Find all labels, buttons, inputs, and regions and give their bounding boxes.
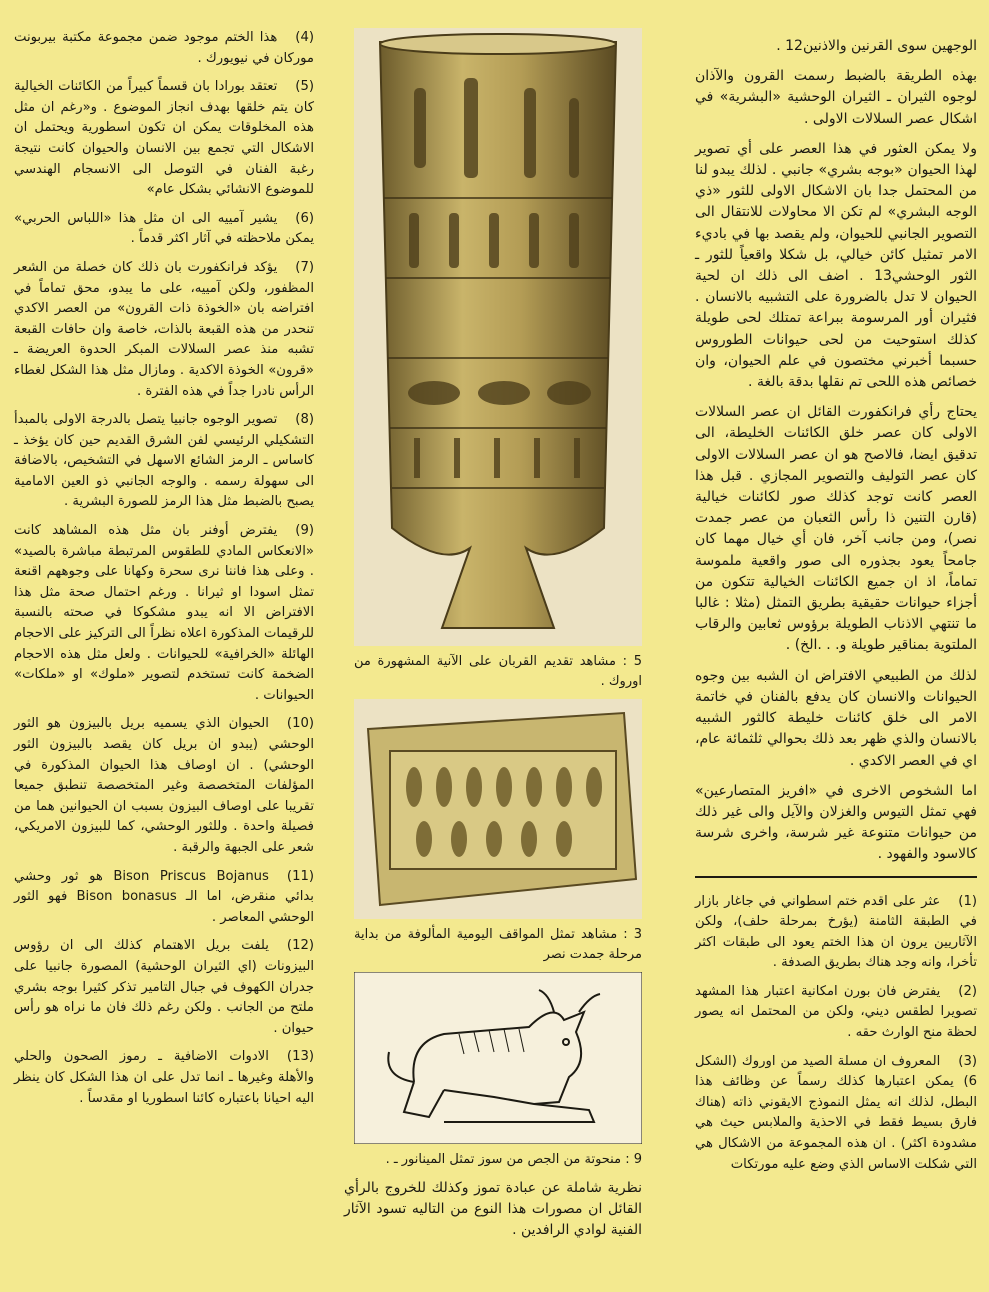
figure-caption: 3 : مشاهد تمثل المواقف اليومية المألوفة من بداية مرحلة جمدت نصر: [354, 927, 642, 962]
footnote-number: (8): [295, 412, 314, 428]
footnote-text: هو ثور وحشي بدائي منقرض، اما الـ: [14, 868, 314, 905]
figure-warka-vase: [354, 28, 642, 691]
paragraph: اما الشخوص الاخرى في «افريز المتصارعين» فهي تمثل التيوس والغزلان والآيل والى غير ذلك من حيوانات متنوعة غير شرسة، واخرى شرسة كالاسود والفهود .: [695, 782, 977, 863]
footnote-number: (5): [295, 79, 314, 95]
paragraph: نظرية شاملة عن عبادة تموز وكذلك للخروج بالرأي القائل ان مصورات هذا النوع من التاليه تسود الآثار الفنية لوادي الرافدين .: [344, 1179, 642, 1238]
footnote: [695, 892, 977, 974]
footnote-text: الحيوان الذي يسميه بريل بالبيزون هو الثور الوحشي (يبدو ان بريل كان يقصد بالبيزون الثور الوحشي) . ان اوصاف هذا الحيوان المذكورة في المؤلفات المتخصصة وغير المتخصصة تنطبق جميعا تقريبا على اوصاف البيزون بسبب ان الحيوانين هما من فصيلة واحدة . وللثور الوحشي، كما للبيزون الامريكي، شعر على الجبهة والرقبة .: [14, 716, 314, 855]
footnote-text: عثر على اقدم ختم اسطواني في جاغار بازار في الطبقة الثامنة (يؤرخ بمرحلة حلف)، ولكن الآثاريين يرون ان هذا الختم يعود الى طبقات اكثر تأخرا، وانه وجد هناك بطريق الصدفة .: [695, 893, 977, 971]
footnote-text: تعتقد بورادا بان قسماً كبيراً من الكائنات الخيالية كان يتم خلقها بهدف انجاز الموضوع . و«رغم ان مثل هذه المخلوقات يمكن ان تكون اسطورية ويحتمل ان الاشكال التي تجمع بين الانسان والحيوان كانت نتيجة رغبة الفنان في التوصل الى الانسجام الهندسي للموضوع الانشائي بشكل عام»: [14, 79, 314, 198]
footnote: [14, 1047, 314, 1109]
footnote: [14, 28, 314, 69]
footnotes-column: [14, 28, 314, 1117]
figure-caption: 5 : مشاهد تقديم القربان على الآنية المشهورة من اوروك .: [354, 654, 642, 689]
footnote-number: (3): [958, 1053, 977, 1069]
paragraph: لذلك من الطبيعي الافتراض ان الشبه بين وجوه الحيوانات والانسان كان يدفع بالفنان في خاتمة الامر الى خلق كائنات خليطة كالثور الشبيه بالانسان والذي ظهر بعد ذلك بحوالي ثلثمائة عام، اي في العصر الاكدي .: [695, 667, 977, 769]
footnote-number: (2): [958, 983, 977, 999]
footnote-text: هذا الختم موجود ضمن مجموعة مكتبة بيربونت موركان في نيويورك .: [14, 30, 314, 66]
footnote: [14, 410, 314, 513]
footnote-number: (6): [295, 210, 314, 226]
footnote-text: يفترض أوفنر بان مثل هذه المشاهد كانت «الانعكاس المادي للطقوس المرتبطة مباشرة بالصيد» . وعلى هذا فاننا نرى سحرة وكهانا على وجوههم اقنعة تمثل اسودا او ثيرانا . ورغم احتمال صحة مثل هذا الافتراض الا انه يبدو مشكوكا في صحته بالنسبة للرقيمات المذكورة اعلاه نظراً الى التركيز على الاحجام الهائلة «الخرافية» للحيوانات . ولعل مثل هذه الاحجام الضخمة كانت تستخدم لتصوير «ملوك» او «ملكات» الحيوانات .: [14, 523, 314, 703]
footnote: [14, 936, 314, 1039]
footnote-text: يؤكد فرانكفورت بان ذلك كان خصلة من الشعر المظفور، ولكن آمييه، على ما يبدو، محق تماماً في افتراضه بان «الخوذة ذات القرون» من العصر الاكدي تنحدر من هذه القبعة بالذات، خاصة وان حافات القبعة تشبه منذ عصر السلالات المبكر الحدوة العريضة ـ «قرون» الخوذة الاكدية . ومازال مثل هذا الشكل لغطاء الرأس نادرا جداً في هذه الفترة .: [14, 259, 314, 399]
footnote: [695, 982, 977, 1044]
footnote-number: (4): [295, 30, 314, 45]
footnote-text: يلفت بريل الاهتمام كذلك الى ان رؤوس البيزونات (اي الثيران الوحشية) المصورة جانبيا على جدران الكهوف في جبال التامير تذكر كثيرا بوجه بشري ملتح من الجانب . ولكن رغم ذلك فان ما نراه هو رأس حيوان .: [14, 938, 314, 1036]
footnote: [14, 209, 314, 250]
figures-column: [344, 28, 642, 1255]
paragraph: بهذه الطريقة بالضبط رسمت القرون والآذان لوجوه الثيران ـ الثيران الوحشية «البشرية» في اشكال عصر السلالات الاولى .: [695, 68, 977, 127]
figure-seal-impression: [354, 699, 642, 964]
footnote-number: (1): [958, 893, 977, 909]
footnote-number: (11): [286, 868, 315, 884]
footnote-text: المعروف ان مسلة الصيد من اوروك (الشكل 6) يمكن اعتبارها كذلك رسماً عن وظائف هذا البطل، لذلك انه يمثل النموذج الايقوني ذاته (هناك فارق بسيط فقط في الاحذية والملابس حيث هي مشدودة اكثر) . ان هذه المجموعة من الاشكال هي التي شكلت الاساس الذي وضع عليه مورتكات: [695, 1053, 977, 1172]
footnote-text: فهو الثور الوحشي المعاصر .: [14, 889, 314, 925]
seal-impression-photo: [354, 699, 642, 919]
paragraph: يحتاج رأي فرانكفورت القائل ان عصر السلالات الاولى كان عصر خلق الكائنات الخليطة، الى تدقيق ايضا، فالاصح هو ان عصر السلالات الاولى كان عصر التوليف والتصوير المجازي . قبل هذا العصر كانت توجد كذلك صور لكائنات خيالية (قارن التنين ذا رأس الثعبان من عصر جمدت نصر)، ومن جانب آخر، فان أي خيال مهما كان جامحاً يعود بجذوره الى صور واقعية ملموسة تماماً، اذ ان جميع الكائنات الخيالية تتكون من أجزاء حيوانات حقيقية بطريق التمثل (مثلا : غالبا ما تنتهي الاذناب الطويلة برؤوس ثعابين والرقاب الملتوية بمناقير طويلة و. . .الخ) .: [695, 404, 977, 654]
footnote: [695, 1052, 977, 1176]
figure-minotaur-drawing: [354, 972, 642, 1170]
footnote: [14, 258, 314, 402]
text-column-right: [695, 36, 977, 1183]
footnote-number: (10): [286, 716, 314, 732]
latin-term: Bison bonasus: [76, 889, 177, 905]
footnote-number: (12): [286, 938, 314, 954]
paragraph: ولا يمكن العثور في هذا العصر على أي تصوير لهذا الحيوان «بوجه بشري» جانبي . لذلك يبدو لنا من المحتمل جدا بان الاشكال الاولى للثور «ذي الوجه البشري» لم تكن الا محاولات للانتقال الى التصوير الجانبي للحيوان، ولم يقصد بها في باديء الامر تمثيل كائن خيالي، بل شكلا واقعياً للثور ـ الثور الوحشي13 . اضف الى ذلك ان لحية الحيوان لا تدل بالضرورة على التشبيه بالانسان . فثيران أور المرسومة ببراعة تمتلك لحى طويلة كذلك استوحيت من لحى حيوانات الطوروس حسبما أخبرني مختصون في علم الحيوان، وان خصائص هذه اللحى تم نقلها بدقة بالغة .: [695, 140, 978, 391]
figure-caption: 9 : منحوتة من الجص من سوز تمثل المينانور ـ .: [385, 1152, 642, 1167]
paragraph: الوجهين سوى القرنين والاذنين12 .: [776, 38, 977, 54]
footnote-number: (13): [286, 1049, 314, 1065]
warka-vase-photo: [354, 28, 642, 646]
footnote: [14, 714, 314, 858]
footnote-number: (9): [295, 523, 314, 539]
minotaur-drawing: [354, 972, 642, 1144]
footnote-text: يفترض فان بورن امكانية اعتبار هذا المشهد تصويرا لطقس ديني، ولكن من المحتمل انه يصور لحظة منح الوارث حقه .: [695, 983, 977, 1041]
latin-term: Bison Priscus Bojanus: [113, 868, 269, 884]
footnote-number: (7): [295, 259, 314, 275]
footnote-divider: [695, 876, 977, 878]
footnote-text: يشير آمييه الى ان مثل هذا «اللباس الحربي» يمكن ملاحظته في آثار اكثر قدماً .: [14, 210, 314, 247]
footnote: [14, 867, 314, 929]
footnote-text: تصوير الوجوه جانبيا يتصل بالدرجة الاولى بالمبدأ التشكيلي الرئيسي لفن الشرق القديم حين كان يؤخذ ـ كاساس ـ الرمز الشائع الاسهل في التشخيص، بالاضافة الى سهولة رسمه . والوجه الجانبي ذو العين الامامية يصبح بالضبط مثل هذا الرمز للصورة البشرية .: [14, 412, 314, 510]
footnote: [14, 521, 314, 706]
footnote: [14, 77, 314, 201]
footnote-text: الادوات الاضافية ـ رموز الصحون والحلي والأهلة وغيرها ـ انما تدل على ان هذا الشكل كان ينظر اليه احيانا باعتباره كائنا اسطوريا او مقدساً .: [14, 1049, 314, 1106]
